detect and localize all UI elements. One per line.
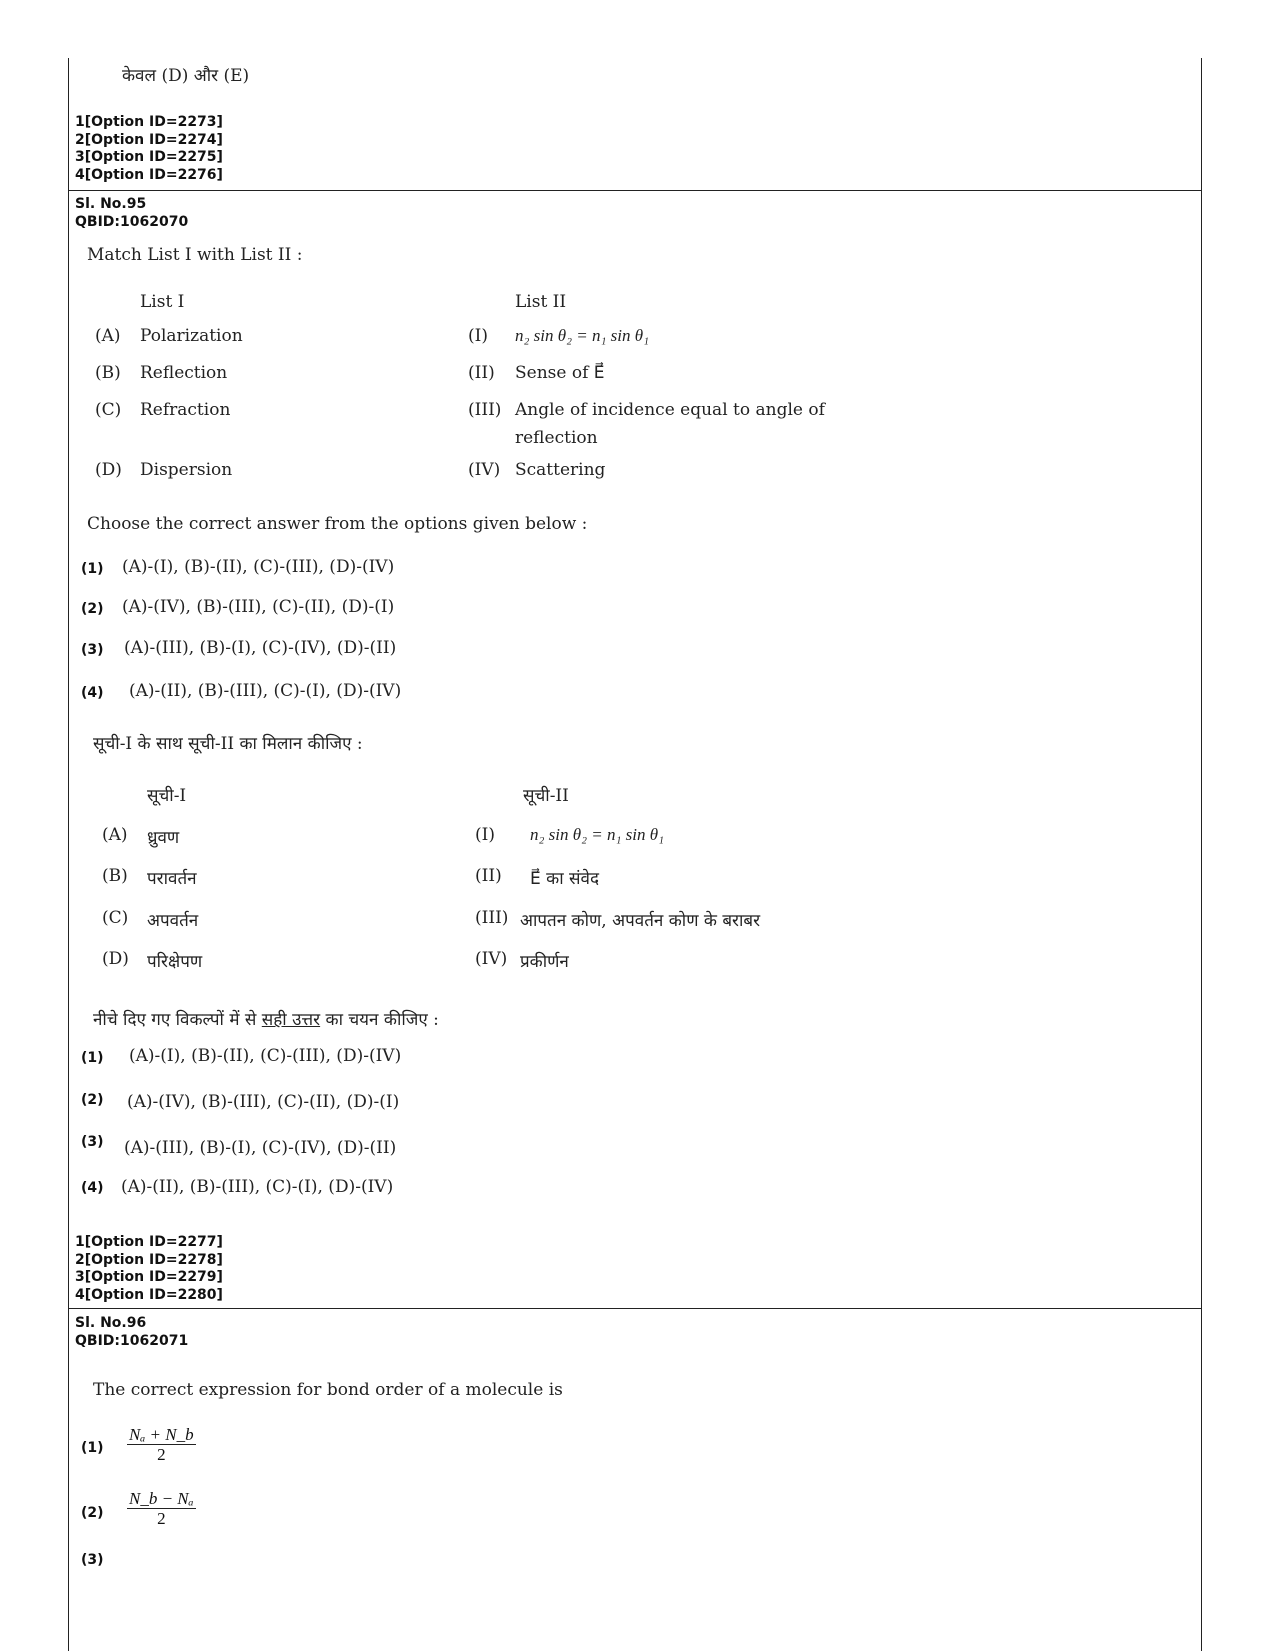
instruction-underlined: सही उत्तर <box>261 1010 321 1030</box>
option-id: 4[Option ID=2276] <box>75 166 223 183</box>
answer-option[interactable]: (A)-(I), (B)-(II), (C)-(III), (D)-(IV) <box>129 1046 402 1066</box>
list2-key: (I) <box>468 326 488 346</box>
list2-key: (I) <box>475 825 495 845</box>
fraction-denominator: 2 <box>157 1445 166 1464</box>
list1-key: (C) <box>102 908 129 928</box>
choose-instruction: Choose the correct answer from the options given below : <box>87 514 588 534</box>
list1-item: Reflection <box>140 363 228 383</box>
question-prompt-hindi: सूची-I के साथ सूची-II का मिलान कीजिए : <box>93 734 363 754</box>
list2-key: (IV) <box>468 460 501 480</box>
option-id: 3[Option ID=2275] <box>75 149 223 165</box>
list2-key: (II) <box>468 363 495 383</box>
list2-item: Sense of E⃗ <box>515 363 605 383</box>
option-number: (1) <box>81 1440 104 1456</box>
snell-law-formula: n₂ sin θ₂ = n₁ sin θ₁ <box>530 825 664 844</box>
answer-option[interactable]: (A)-(II), (B)-(III), (C)-(I), (D)-(IV) <box>121 1177 394 1197</box>
list1-item: अपवर्तन <box>147 911 199 931</box>
question-prompt: Match List I with List II : <box>87 245 303 265</box>
option-number: (4) <box>81 685 104 701</box>
option-id-list <box>75 1234 223 1304</box>
divider <box>68 1308 1202 1309</box>
list2-item: प्रकीर्णन <box>520 952 569 972</box>
option-number: (3) <box>81 1134 104 1150</box>
option-number: (1) <box>81 561 104 577</box>
list1-key: (C) <box>95 400 122 420</box>
list2-header: List II <box>515 292 567 312</box>
list1-key: (B) <box>102 866 128 886</box>
option-number: (4) <box>81 1180 104 1196</box>
list2-item: E⃗ का संवेद <box>530 869 599 889</box>
fraction-numerator: N_b − Nₐ <box>129 1489 194 1508</box>
bond-order-fraction[interactable] <box>127 1425 196 1465</box>
list1-header-hindi: सूची-I <box>147 786 187 806</box>
list1-item: Dispersion <box>140 460 233 480</box>
option-id: 4[Option ID=2280] <box>75 1286 223 1303</box>
option-id: 3[Option ID=2279] <box>75 1269 223 1285</box>
list2-key: (II) <box>475 866 502 886</box>
fraction-numerator: Nₐ + N_b <box>129 1425 194 1444</box>
list1-item: Polarization <box>140 326 243 346</box>
list1-key: (A) <box>102 825 128 845</box>
list1-item: Refraction <box>140 400 231 420</box>
list1-item: परिक्षेपण <box>147 952 203 972</box>
list2-item: Angle of incidence equal to angle of <box>515 400 825 420</box>
option-number: (2) <box>81 1092 104 1108</box>
list2-item: आपतन कोण, अपवर्तन कोण के बराबर <box>520 911 761 931</box>
previous-answer-text: केवल (D) और (E) <box>122 66 250 86</box>
list2-key: (III) <box>468 400 502 420</box>
list1-key: (A) <box>95 326 121 346</box>
option-id: 2[Option ID=2274] <box>75 131 223 148</box>
option-id: 1[Option ID=2277] <box>75 1234 223 1250</box>
divider <box>68 190 1202 191</box>
bond-order-fraction[interactable] <box>127 1489 196 1529</box>
answer-option[interactable]: (A)-(I), (B)-(II), (C)-(III), (D)-(IV) <box>122 557 395 577</box>
list1-item: ध्रुवण <box>147 828 180 848</box>
option-number: (1) <box>81 1050 104 1066</box>
list2-item-continued: reflection <box>515 428 598 448</box>
option-number: (3) <box>81 1552 104 1568</box>
qbid: QBID:1062070 <box>75 213 189 230</box>
list1-key: (D) <box>102 949 129 969</box>
option-number: (2) <box>81 1505 104 1521</box>
list1-header: List I <box>140 292 185 312</box>
snell-law-formula: n₂ sin θ₂ = n₁ sin θ₁ <box>515 326 649 345</box>
fraction-denominator: 2 <box>157 1509 166 1528</box>
instruction-text: नीचे दिए गए विकल्पों में से <box>93 1010 262 1030</box>
question-header <box>75 196 188 231</box>
instruction-text: का चयन कीजिए : <box>320 1010 439 1030</box>
answer-option[interactable]: (A)-(IV), (B)-(III), (C)-(II), (D)-(I) <box>127 1092 400 1112</box>
option-id: 1[Option ID=2273] <box>75 114 223 130</box>
list2-key: (III) <box>475 908 509 928</box>
list1-key: (D) <box>95 460 122 480</box>
option-id-list <box>75 114 223 184</box>
list2-key: (IV) <box>475 949 508 969</box>
question-header <box>75 1315 188 1350</box>
list2-item: Scattering <box>515 460 606 480</box>
list1-item: परावर्तन <box>147 869 197 889</box>
answer-option[interactable]: (A)-(II), (B)-(III), (C)-(I), (D)-(IV) <box>129 681 402 701</box>
page-frame <box>68 58 1202 1651</box>
answer-option[interactable]: (A)-(IV), (B)-(III), (C)-(II), (D)-(I) <box>122 597 395 617</box>
serial-number: Sl. No.95 <box>75 196 147 212</box>
serial-number: Sl. No.96 <box>75 1315 147 1331</box>
answer-option[interactable]: (A)-(III), (B)-(I), (C)-(IV), (D)-(II) <box>124 638 397 658</box>
answer-option[interactable]: (A)-(III), (B)-(I), (C)-(IV), (D)-(II) <box>124 1138 397 1158</box>
option-number: (2) <box>81 601 104 617</box>
list1-key: (B) <box>95 363 121 383</box>
choose-instruction-hindi <box>93 1007 439 1030</box>
question-prompt: The correct expression for bond order of a molecule is <box>93 1380 563 1400</box>
option-id: 2[Option ID=2278] <box>75 1251 223 1268</box>
qbid: QBID:1062071 <box>75 1332 189 1349</box>
list2-header-hindi: सूची-II <box>523 786 569 806</box>
option-number: (3) <box>81 642 104 658</box>
